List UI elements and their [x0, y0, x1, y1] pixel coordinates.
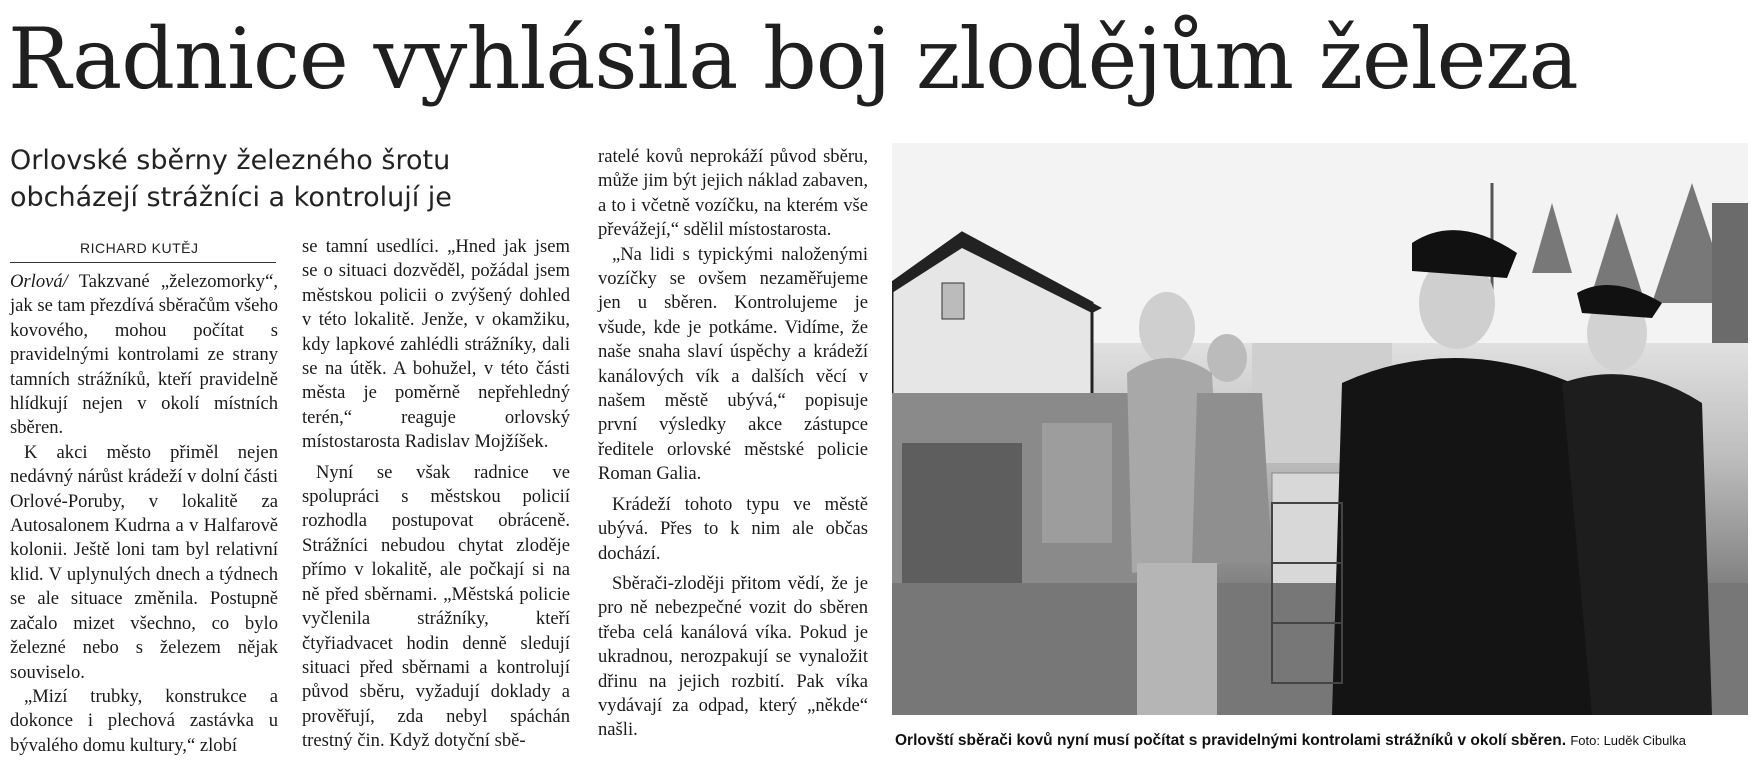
paragraph: Sběrači-zloději přitom vědí, že je pro ně nebezpečné vozit do sběren třeba celá kanálová víka. Pokud je ukradnou, nerozpakují se vynaložit dřinu na jejich rozbití. Pak víka vydávají za odpad, který „někde“ našli. — [598, 572, 868, 741]
paragraph: „Na lidi s typickými naloženými vozíčky se ovšem nezaměřujeme jen u sběren. Kontrolujeme je všude, kde je potkáme. Vidíme, že naše snaha slaví úspěchy a krádeží kanálových vík a dalších věcí v našem městě ubývá,“ popisuje první výsledky akce zástupce ředitele orlovské městské policie Roman Galia. — [598, 243, 868, 485]
photo-illustration — [892, 143, 1748, 715]
paragraph: ratelé kovů neprokáží původ sběru, může jim být jejich náklad zabaven, a to i včetně vozíčku, na kterém vše převážejí,“ sdělil místostarosta. — [598, 146, 868, 241]
subtitle-line: Orlovské sběrny železného šrotu — [10, 145, 451, 176]
paragraph: Nyní se však radnice ve spolupráci s městskou policií rozhodla postupovat obráceně. Strážníci nebudou chytat zloděje přímo v lokalitě, ale počkají si na ně před sběrnami. „Městská policie vyčlenila strážníky, kteří čtyřiadvacet hodin denně sledují situaci před sběrnami a kontrolují původ sběru, vyžadují doklady a prověřují, zda nebyl spáchán trestný čin. Když dotyční sbě- — [302, 461, 570, 752]
paragraph-text: Takzvané „železomorky“, jak se tam přezdívá sběračům všeho kovového, mohou počítat s pravidelnými kontrolami ze strany tamních strážníků, kteří pravidelně hlídkují nejen v okolí místních sběren. — [10, 271, 278, 439]
paragraph: se tamní usedlíci. „Hned jak jsem se o situaci dozvěděl, požádal jsem městskou policii o zvýšený dohled v této lokalitě. Jenže, v okamžiku, kdy lapkové zahlédli strážníky, dali se na útěk. A bohužel, v této části města je poměrně nepřehledný terén,“ reaguje orlovský místostarosta Radislav Mojžíšek. — [302, 236, 570, 453]
byline-divider — [10, 262, 276, 263]
paragraph — [10, 270, 278, 441]
news-photo — [892, 143, 1748, 715]
caption-text: Orlovští sběrači kovů nyní musí počítat s pravidelnými kontrolami strážníků v okolí sběren. — [895, 732, 1567, 749]
article-column-3 — [598, 145, 868, 743]
article-column-2 — [302, 235, 570, 754]
subtitle-line: obcházejí strážníci a kontrolují je — [10, 182, 452, 213]
photo-caption — [895, 732, 1745, 750]
photo-credit: Foto: Luděk Cibulka — [1570, 733, 1686, 748]
paragraph: K akci město přiměl nejen nedávný nárůst krádeží v dolní části Orlové-Poruby, v lokalitě za Autosalonem Kudrna a v Halfarově kolonii. Ještě loni tam byl relativní klid. V uplynulých dnech a týdnech se ale situace změnila. Postupně začalo mizet všechno, co bylo železné nebo s železem nějak souviselo. — [10, 441, 278, 683]
paragraph: „Mizí trubky, konstrukce a dokonce i plechová zastávka u bývalého domu kultury,“ zlobí — [10, 685, 278, 756]
paragraph: Krádeží tohoto typu ve městě ubývá. Přes to k nim ale občas dochází. — [598, 493, 868, 564]
article-headline: Radnice vyhlásila boj zlodějům železa — [8, 10, 1578, 108]
dateline: Orlová/ — [10, 271, 68, 292]
author-byline: RICHARD KUTĚJ — [80, 240, 199, 256]
article-subtitle — [10, 142, 490, 216]
article-column-1 — [10, 270, 278, 758]
